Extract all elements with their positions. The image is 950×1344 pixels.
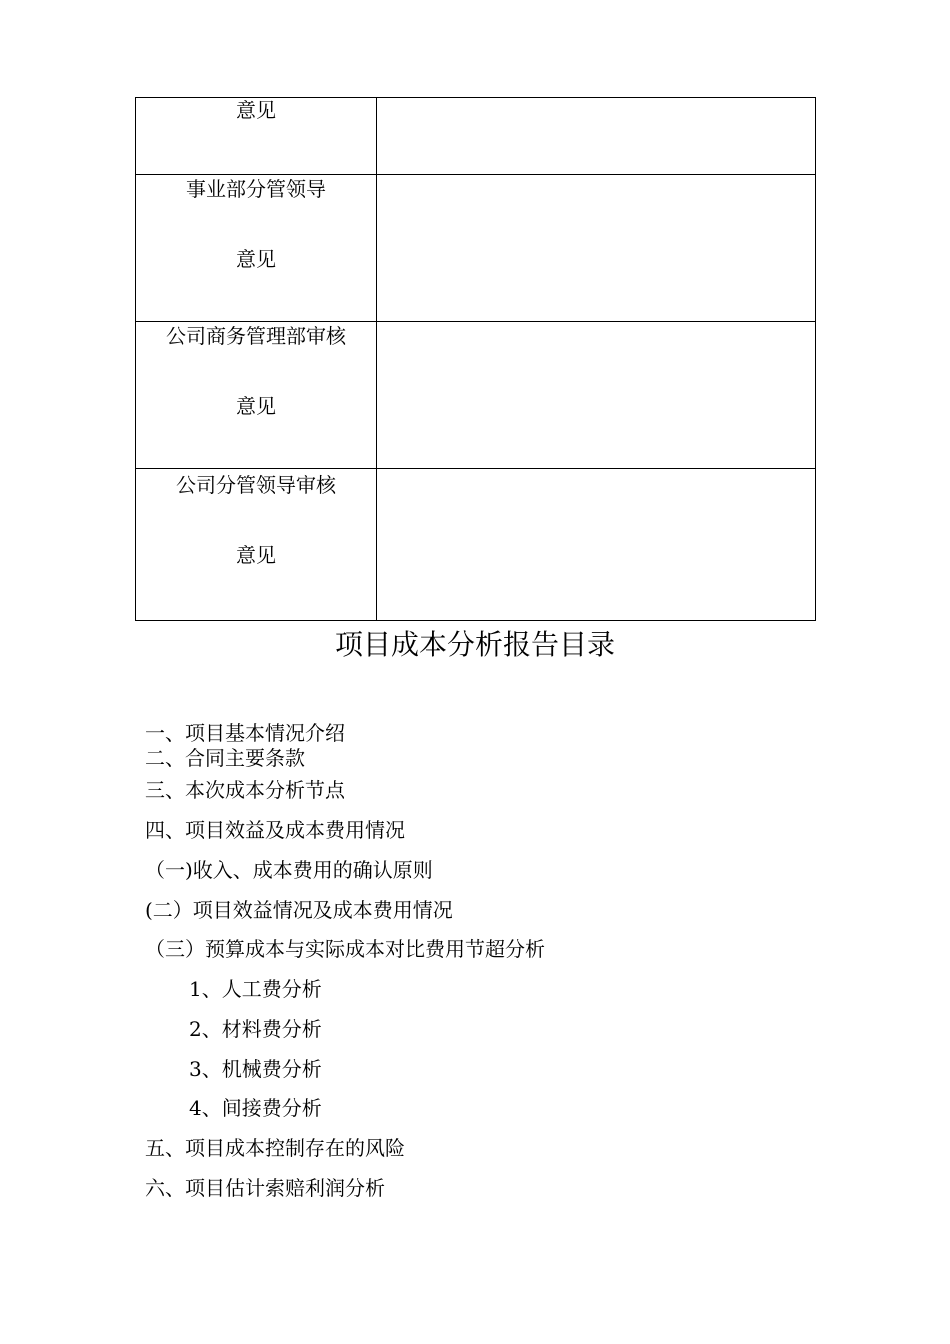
table-row — [136, 175, 816, 322]
toc-item: 五、项目成本控制存在的风险 — [145, 1136, 405, 1160]
table-label-text: 公司分管领导审核 — [176, 473, 336, 497]
toc-item: 一、项目基本情况介绍 — [145, 721, 345, 745]
table-opinion-cell — [377, 322, 816, 469]
table-label-cell — [136, 175, 377, 322]
approval-table — [135, 97, 816, 621]
toc-item: 三、本次成本分析节点 — [145, 778, 345, 802]
toc-item: (二）项目效益情况及成本费用情况 — [145, 898, 453, 922]
table-row — [136, 322, 816, 469]
table-label-text: 事业部分管领导 — [186, 177, 326, 201]
toc-item: （一)收入、成本费用的确认原则 — [145, 858, 433, 882]
table-label-cell — [136, 469, 377, 621]
table-label-text: 公司商务管理部审核 — [166, 324, 346, 348]
toc-item: 四、项目效益及成本费用情况 — [145, 818, 405, 842]
toc-item: 4、间接费分析 — [189, 1096, 322, 1120]
toc-item: （三）预算成本与实际成本对比费用节超分析 — [145, 937, 545, 961]
table-label-cell — [136, 322, 377, 469]
table-row — [136, 98, 816, 175]
table-opinion-cell — [377, 469, 816, 621]
toc-item: 2、材料费分析 — [189, 1017, 322, 1041]
table-label-text: 意见 — [236, 543, 276, 567]
table-label-text: 意见 — [236, 247, 276, 271]
table-label-text: 意见 — [236, 394, 276, 418]
table-label-cell — [136, 98, 377, 175]
report-title: 项目成本分析报告目录 — [334, 628, 615, 661]
table-opinion-cell — [377, 98, 816, 175]
table-row — [136, 469, 816, 621]
table-opinion-cell — [377, 175, 816, 322]
toc-item: 二、合同主要条款 — [145, 746, 305, 770]
table-label-text: 意见 — [236, 98, 276, 122]
toc-item: 3、机械费分析 — [189, 1057, 322, 1081]
toc-item: 六、项目估计索赔利润分析 — [145, 1176, 385, 1200]
toc-item: 1、人工费分析 — [189, 977, 322, 1001]
